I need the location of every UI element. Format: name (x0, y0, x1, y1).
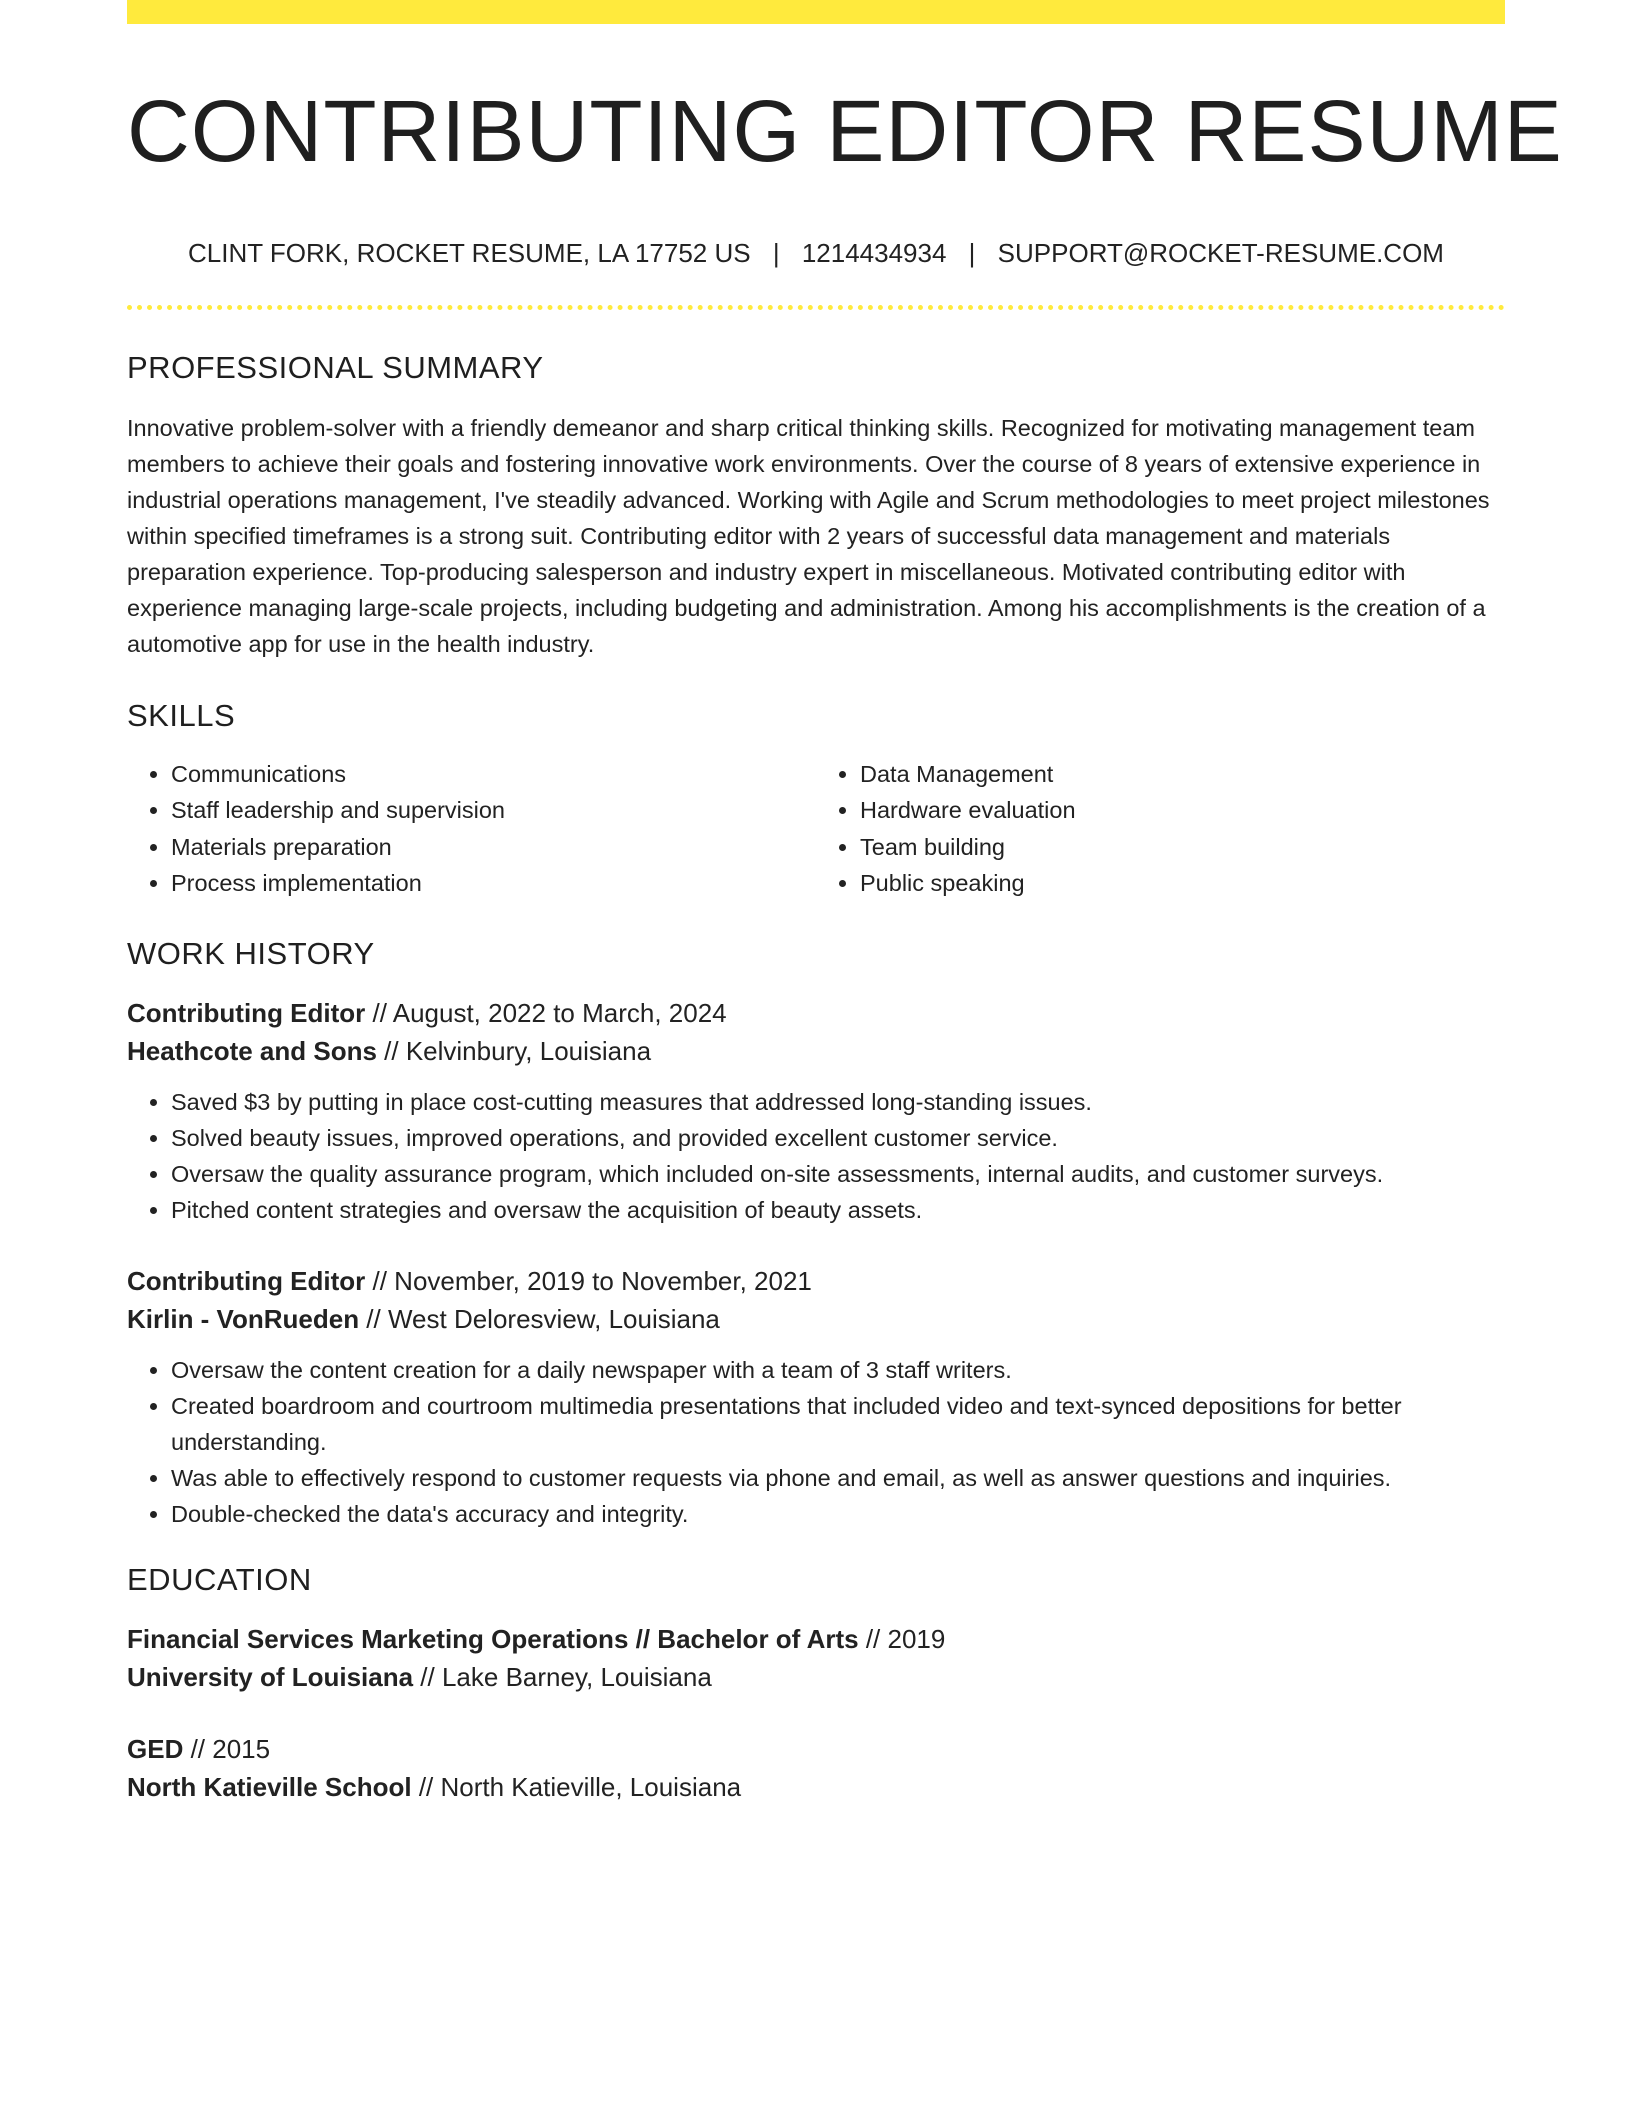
education-school-line (127, 1658, 1505, 1696)
education-school: North Katieville School (127, 1771, 412, 1802)
education-degree: GED (127, 1733, 184, 1764)
skill-item: • Public speaking (860, 865, 1505, 902)
skill-item: • Process implementation (171, 865, 816, 902)
job-bullet: • Created boardroom and courtroom multimedia presentations that included video and text-synced depositions for better understanding. (171, 1388, 1505, 1460)
skills-column-right (816, 756, 1505, 902)
job-dates: // August, 2022 to March, 2024 (365, 997, 727, 1028)
job-title: Contributing Editor (127, 997, 366, 1028)
job-bullet: • Pitched content strategies and oversaw the acquisition of beauty assets. (171, 1192, 1505, 1228)
job-location: // Kelvinbury, Louisiana (376, 1035, 652, 1066)
education-year: // 2015 (183, 1733, 271, 1764)
job-company: Heathcote and Sons (127, 1035, 377, 1066)
skills-heading: SKILLS (127, 697, 236, 733)
job-entry (127, 1262, 1505, 1532)
skill-item: • Team building (860, 829, 1505, 866)
education-school: University of Louisiana (127, 1661, 414, 1692)
education-school-line (127, 1768, 1505, 1806)
job-bullet: • Was able to effectively respond to customer requests via phone and email, as well as answer questions and inquiries. (171, 1460, 1505, 1496)
job-title-line (127, 994, 1505, 1032)
contact-address: CLINT FORK, ROCKET RESUME, LA 17752 US (188, 237, 751, 268)
job-bullet: • Solved beauty issues, improved operations, and provided excellent customer service. (171, 1120, 1505, 1156)
contact-line (127, 238, 1505, 269)
education-location: // North Katieville, Louisiana (411, 1771, 742, 1802)
skill-item: • Staff leadership and supervision (171, 792, 816, 829)
job-bullet: • Oversaw the content creation for a daily newspaper with a team of 3 staff writers. (171, 1352, 1505, 1388)
job-bullets (127, 1084, 1505, 1228)
skill-item: • Data Management (860, 756, 1505, 793)
contact-phone: 1214434934 (801, 237, 947, 268)
job-bullets (127, 1352, 1505, 1532)
resume-page (127, 0, 1563, 1806)
education-degree-line (127, 1730, 1505, 1768)
skill-item: • Materials preparation (171, 829, 816, 866)
education-heading: EDUCATION (127, 1561, 312, 1597)
job-bullet: • Saved $3 by putting in place cost-cutting measures that addressed long-standing issues. (171, 1084, 1505, 1120)
contact-separator: | (772, 237, 780, 268)
education-degree-line (127, 1620, 1505, 1658)
skills-column-left (127, 756, 816, 902)
accent-top-bar (127, 0, 1505, 24)
resume-title: CONTRIBUTING EDITOR RESUME (127, 83, 1563, 180)
dotted-divider (127, 305, 1505, 310)
contact-email: SUPPORT@ROCKET-RESUME.COM (997, 237, 1444, 268)
education-location: // Lake Barney, Louisiana (413, 1661, 712, 1692)
job-bullet: • Double-checked the data's accuracy and integrity. (171, 1496, 1505, 1532)
job-company: Kirlin - VonRueden (127, 1303, 360, 1334)
job-title-line (127, 1262, 1505, 1300)
skill-item: • Communications (171, 756, 816, 793)
job-location: // West Deloresview, Louisiana (359, 1303, 720, 1334)
summary-text: Innovative problem-solver with a friendly demeanor and sharp critical thinking skills. Recognized for motivating management team members to achieve their goals and fostering innovative work environments. Over the course of 8 years of extensive experience in industrial operations management, I've steadily advanced. Working with Agile and Scrum methodologies to meet project milestones within specified timeframes is a strong suit. Contributing editor with 2 years of successful data management and materials preparation experience. Top-producing salesperson and industry expert in miscellaneous. Motivated contributing editor with experience managing large-scale projects, including budgeting and administration. Among his accomplishments is the creation of a automotive app for use in the health industry. (127, 414, 1490, 657)
skill-item: • Hardware evaluation (860, 792, 1505, 829)
job-company-line (127, 1300, 1505, 1338)
work-history-heading: WORK HISTORY (127, 935, 375, 971)
job-bullet: • Oversaw the quality assurance program, which included on-site assessments, internal audits, and customer surveys. (171, 1156, 1505, 1192)
contact-separator: | (968, 237, 976, 268)
skills-list (127, 756, 1505, 902)
job-title: Contributing Editor (127, 1265, 366, 1296)
job-company-line (127, 1032, 1505, 1070)
education-entry (127, 1730, 1505, 1806)
summary-heading: PROFESSIONAL SUMMARY (127, 349, 544, 385)
education-year: // 2019 (858, 1623, 946, 1654)
education-degree: Financial Services Marketing Operations // Bachelor of Arts (127, 1623, 859, 1654)
job-entry (127, 994, 1505, 1228)
job-dates: // November, 2019 to November, 2021 (365, 1265, 812, 1296)
education-entry (127, 1620, 1505, 1696)
